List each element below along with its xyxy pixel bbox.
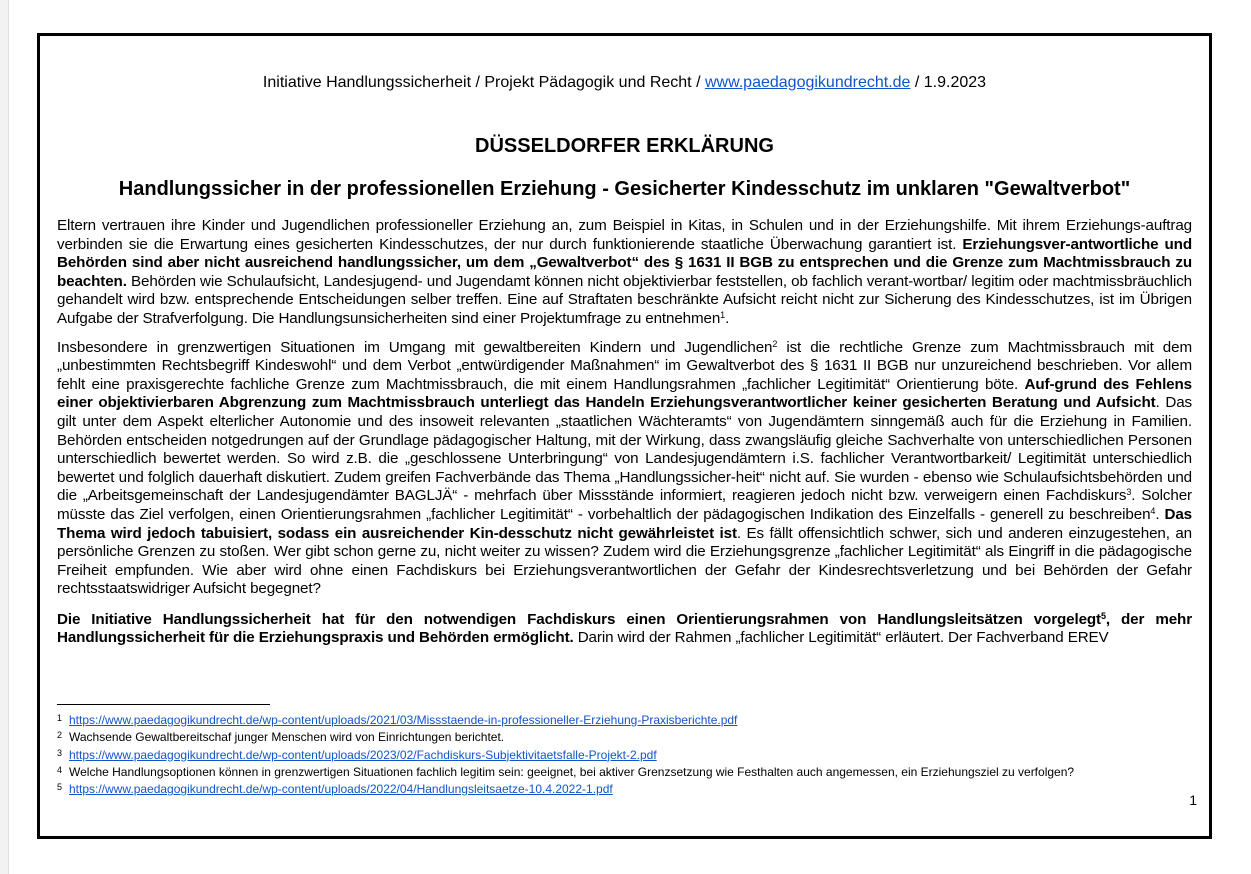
paragraph-2-bold-2: Das Thema wird jedoch tabuisiert, sodass ein ausreichender Kin-desschutz nicht gewährleistet ist xyxy=(57,505,1192,542)
paragraph-1-text-a: Eltern vertrauen ihre Kinder und Jugendlichen professioneller Erziehung an, zum Beispiel in Kitas, in Schulen und in der Erziehungshilfe. Mit ihrem Erziehungs-auftrag verbinden sie die Erwartung eines gesicherten Kindesschutzes, der nur durch funktionierende staatliche Überwachung garantiert ist. xyxy=(57,217,1192,253)
paragraph-2-text-b: ist die rechtliche Grenze zum Machtmissbrauch mit dem „unbestimmten Rechtsbegriff Kindeswohl“ und dem Verbot „entwürdigender Maßnahmen“ im Gewaltverbot des § 1631 II BGB nur unzureichend beschrieben. Vor allem fehlt eine praxisgerechte fachliche Grenze zum Machtmissbrauch, die mit einem Handlungsrahmen „fachlicher Legitimität“ Orientierung böte. xyxy=(57,338,1192,393)
paragraph-2-text-d: . Das gilt unter dem Aspekt elterlicher Autonomie und des insoweit relevanten „staatlichen Wächteramts“ von Jugendämtern sinngemäß auch für die Erziehung in Familien. Behörden entscheiden notgedrungen auf der Grundlage pädagogischer Haltung, mit der Wirkung, dass zwangsläufig gleiche Sachverhalte von unterschiedlichen Personen unterschiedlich bewertet werden. So wird z.B. die „geschlossene Unterbringung“ von Landesjugendämtern i.S. fachlicher Verantwortbarkeit/ Legitimität unterschiedlich bewertet und folglich dauerhaft diskutiert. Zudem greifen Fachverbände das Thema „Handlungssicher-heit“ nicht auf. Sie wurden - ebenso wie Schulaufsichtsbehörden und die „Arbeitsgemeinschaft der Landesjugendämter BAGLJÄ“ - mehrfach über Missstände informiert, reagieren jedoch nicht bzw. verweigern einen Fachdiskurs xyxy=(57,394,1192,505)
footnote-number: 5 xyxy=(57,782,63,793)
footnote-number: 4 xyxy=(57,764,63,775)
paragraph-2 xyxy=(57,339,1192,599)
footnote-2 xyxy=(57,728,1192,745)
document-body xyxy=(57,217,1192,658)
footnote-1 xyxy=(57,711,1192,728)
document-page xyxy=(37,33,1212,839)
paragraph-2-bold-1: Auf-grund des Fehlens einer objektivierbaren Abgrenzung zum Machtmissbrauch unterliegt das Handeln Erziehungsverantwortlicher keiner gesicherten Beratung und Aufsicht xyxy=(57,375,1192,412)
paragraph-2-text-h: . Es fällt offensichtlich schwer, sich und anderen einzugestehen, an persönliche Grenzen zu stoßen. Wer gibt schon gerne zu, nicht weiter zu wissen? Zudem wird die Erziehungsgrenze „fachlicher Legitimität“ als Eingriff in die pädagogische Freiheit empfunden. Wie aber wird ohne einen Fachdiskurs bei Erziehungsverantwortlichen der Gefahr der Kindesrechtsverletzung und bei Behörden der Gefahr rechtsstaatswidriger Aufsicht begegnet? xyxy=(57,524,1192,598)
document-subtitle: Handlungssicher in der professionellen Erziehung - Gesicherter Kindesschutz im unklaren "Gewaltverbot" xyxy=(118,178,1131,200)
header-date: / 1.9.2023 xyxy=(910,74,987,91)
paragraph-1: Eltern vertrauen ihre Kinder und Jugendlichen professioneller Erziehung an, zum Beispiel in Kitas, in Schulen und in der Erziehungshilfe. Mit ihrem Erziehungs-auftrag verbinden sie die Erwartung eines gesicherten Kindesschutzes, der nur durch funktionierende staatliche Überwachung garantiert ist. Erziehungsver-antwortliche und Behörden sind aber nicht ausreichend handlungssicher, um dem „Gewaltverbot“ des § 1631 II BGB zu entsprechen und die Grenze zum Machtmissbrauch zu beachten. Behörden wie Schulaufsicht, Landesjugend- und Jugendamt können nicht objektivierbar feststellen, ob fachlich verant-wortbar/ legitim oder machtmissbräuchlich gehandelt wird bzw. entsprechende Entscheidungen selber treffen. Eine auf Straftaten beschränkte Aufsicht reicht nicht zur Sicherung des Kindesschutzes, ist im Übrigen Aufgabe der Strafverfolgung. Die Handlungsunsicherheiten sind einer Projektumfrage zu entnehmen$^1$. xyxy=(57,217,1192,327)
footnote-number: 1 xyxy=(57,713,63,723)
paragraph-1-bold: Erziehungsver-antwortliche und Behörden sind aber nicht ausreichend handlungssicher, um dem „Gewaltverbot“ des § 1631 II BGB zu entsprechen und die Grenze zum Machtmissbrauch zu beachten. xyxy=(57,235,1192,290)
footnote-number: 2 xyxy=(57,730,63,741)
page-number: 1 xyxy=(1189,792,1197,808)
footnote-ref-3: 3 xyxy=(1126,487,1132,498)
footnote-4-text: Welche Handlungsoptionen können in grenzwertigen Situationen fachlich legitim sein: geeignet, bei aktiver Grenzsetzung wie Festhalten auch angemessen, ein Erziehungsziel zu verfolgen? xyxy=(69,764,1075,779)
paragraph-1-text-c: Behörden wie Schulaufsicht, Landesjugend- und Jugendamt können nicht objektivierbar feststellen, ob fachlich verant-wortbar/ legitim oder machtmissbräuchlich gehandelt wird bzw. entsprechende Entscheidungen selber treffen. Eine auf Straftaten beschränkte Aufsicht reicht nicht zur Sicherung des Kindesschutzes, ist im Übrigen Aufgabe der Strafverfolgung. Die Handlungsunsicherheiten sind einer Projektumfrage zu entnehmen xyxy=(57,272,1192,327)
footnote-5-link[interactable]: https://www.paedagogikundrecht.de/wp-content/uploads/2022/04/Handlungsleitsaetze-10.4.2022-1.pdf xyxy=(69,782,613,797)
footnote-separator xyxy=(57,704,270,705)
footnote-5 xyxy=(57,780,1192,797)
paragraph-2-text-a: Insbesondere in grenzwertigen Situationen im Umgang mit gewaltbereiten Kindern und Jugendlichen xyxy=(57,338,773,356)
header-prefix: Initiative Handlungssicherheit / Projekt Pädagogik und Recht / xyxy=(262,74,705,91)
footnote-3-link[interactable]: https://www.paedagogikundrecht.de/wp-content/uploads/2023/02/Fachdiskurs-Subjektivitaetsfalle-Projekt-2.pdf xyxy=(69,747,657,762)
footnote-ref-2: 2 xyxy=(772,338,778,349)
footnote-2-text: Wachsende Gewaltbereitschaf junger Menschen wird von Einrichtungen berichtet. xyxy=(69,730,505,745)
footnote-1-link[interactable]: https://www.paedagogikundrecht.de/wp-content/uploads/2021/03/Missstaende-in-professioneller-Erziehung-Praxisberichte.pdf xyxy=(69,713,738,727)
footnote-ref-5: 5 xyxy=(1101,610,1106,621)
window-left-gutter xyxy=(0,0,9,874)
footnotes xyxy=(57,711,1192,797)
footnote-3 xyxy=(57,746,1192,763)
footnote-number: 3 xyxy=(57,747,63,758)
document-header xyxy=(40,73,1209,93)
footnote-ref-1: 1 xyxy=(720,309,726,320)
header-website-link[interactable]: www.paedagogikundrecht.de xyxy=(704,74,911,91)
paragraph-3 xyxy=(57,611,1192,648)
footnote-4 xyxy=(57,763,1192,780)
paragraph-2-text-f: . xyxy=(1155,505,1165,523)
paragraph-3-text-c: Darin wird der Rahmen „fachlicher Legitimität“ erläutert. Der Fachverband EREV xyxy=(573,629,1109,647)
paragraph-3-bold-b: , der mehr Handlungssicherheit für die Erziehungspraxis und Behörden ermöglicht. xyxy=(57,610,1192,647)
document-title: DÜSSELDORFER ERKLÄRUNG xyxy=(475,135,774,157)
footnote-ref-4: 4 xyxy=(1150,505,1156,516)
paragraph-3-bold-a: Die Initiative Handlungssicherheit hat für den notwendigen Fachdiskurs einen Orientierungsrahmen von Handlungsleitsätzen vorgelegt xyxy=(57,610,1101,628)
paragraph-2-text-e: . Solcher müsste das Ziel verfolgen, einen Orientierungsrahmen „fachlicher Legitimität“ - vorbehaltlich der pädagogischen Indikation des Einzelfalls - generell zu beschreiben xyxy=(57,487,1192,523)
